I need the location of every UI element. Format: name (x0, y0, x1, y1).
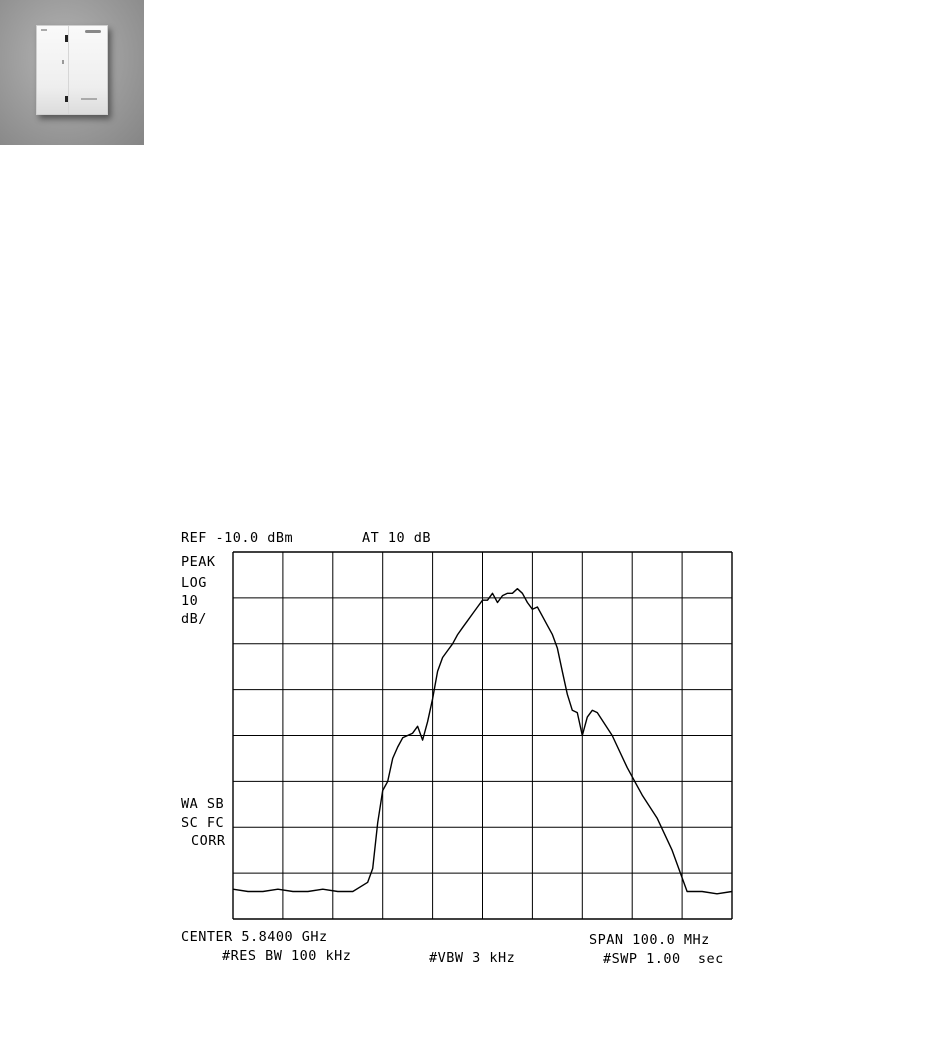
attenuation-label: AT 10 dB (362, 530, 432, 546)
sweep-time-label: #SWP 1.00 sec (603, 951, 724, 967)
center-frequency-label: CENTER 5.8400 GHz (181, 929, 328, 945)
scale-unit-label: dB/ (181, 611, 207, 627)
span-label: SPAN 100.0 MHz (589, 932, 710, 948)
status-flag-sc-fc: SC FC (181, 815, 225, 831)
scale-value-label: 10 (181, 593, 199, 609)
status-flag-wa-sb: WA SB (181, 796, 225, 812)
status-flag-corr: CORR (191, 833, 226, 849)
detector-mode-label: PEAK (181, 554, 216, 570)
resolution-bandwidth-label: #RES BW 100 kHz (222, 948, 352, 964)
scale-type-label: LOG (181, 575, 207, 591)
plot-grid (233, 552, 732, 919)
ref-level-label: REF -10.0 dBm (181, 530, 294, 546)
video-bandwidth-label: #VBW 3 kHz (429, 950, 516, 966)
